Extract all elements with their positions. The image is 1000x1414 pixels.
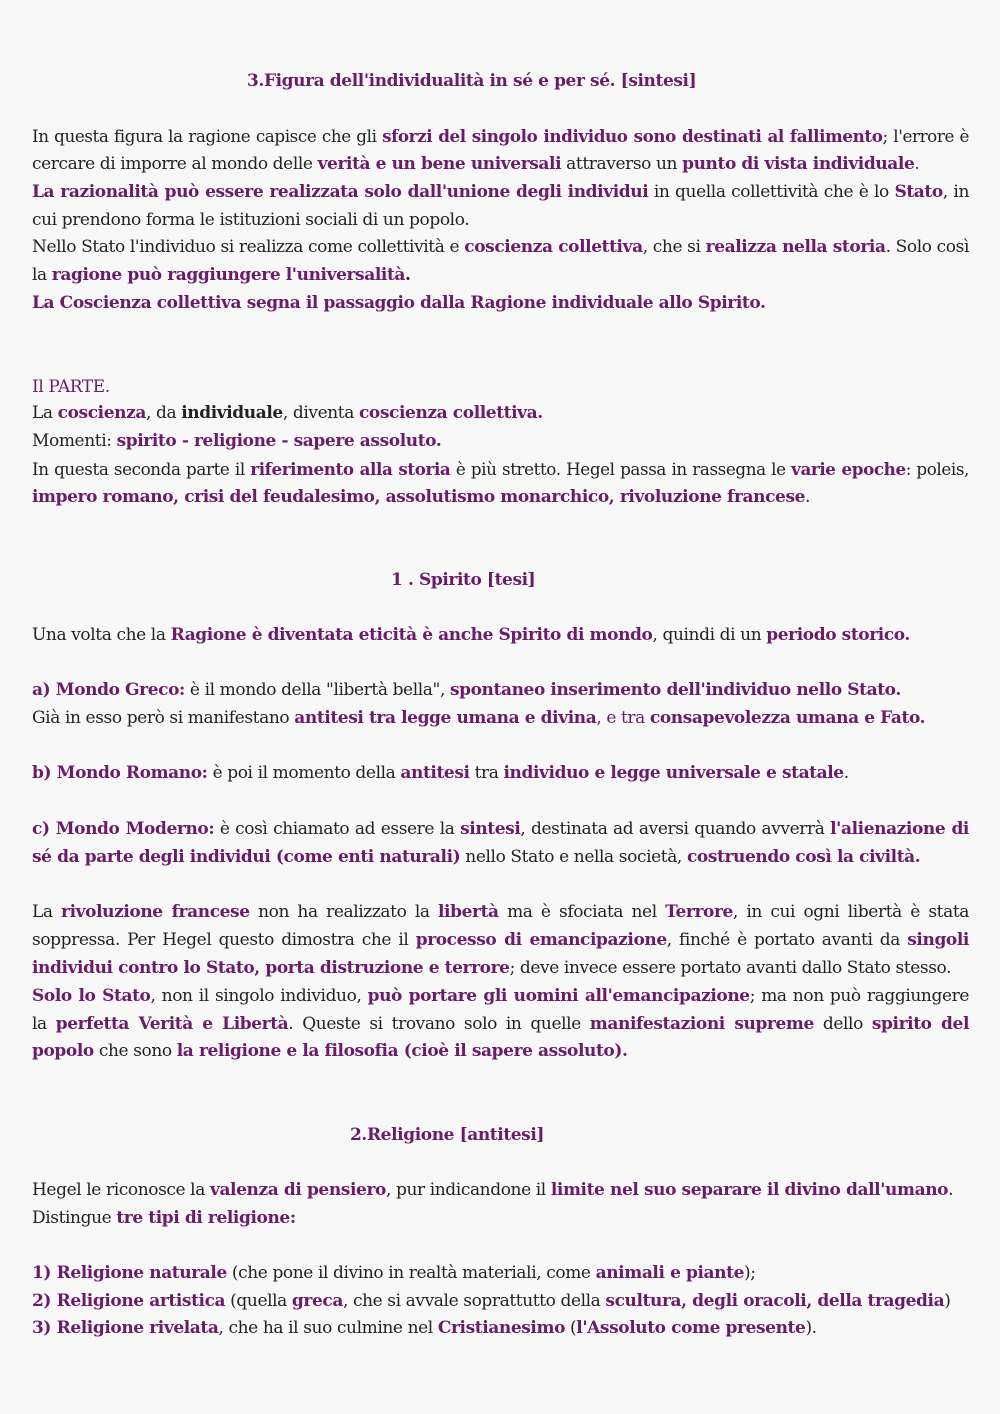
text-span: . Solo così	[885, 237, 969, 257]
text-span: Solo lo Stato	[32, 986, 151, 1006]
text-span: Il PARTE.	[32, 377, 110, 397]
text-span: );	[744, 1263, 756, 1283]
text-span: dello	[813, 1014, 872, 1034]
text-span: Cristianesimo	[437, 1318, 566, 1338]
text-span: antitesi	[400, 763, 470, 783]
text-span: è il mondo della "libertà bella",	[184, 680, 450, 700]
text-span: realizza nella storia	[705, 237, 886, 257]
text-span: )	[944, 1291, 951, 1311]
text-span: antitesi tra legge umana e divina	[294, 708, 597, 728]
text-span: .	[805, 487, 811, 507]
text-span: animali e piante	[595, 1263, 744, 1283]
text-span: popolo	[32, 1041, 94, 1061]
section-heading-spirito	[391, 569, 535, 591]
text-span: è poi il momento della	[207, 763, 401, 783]
paragraph-line	[32, 430, 441, 452]
text-span: cui prendono forma le istituzioni sociali di un popolo.	[32, 210, 470, 230]
text-span: 2.Religione [antitesi]	[350, 1125, 545, 1145]
paragraph-line	[32, 181, 969, 203]
text-span: , e tra	[596, 708, 650, 728]
paragraph-line	[32, 985, 969, 1007]
text-span: (	[565, 1318, 577, 1338]
text-span: La	[32, 902, 62, 922]
text-span: individui contro lo Stato, porta distruzione e terrore	[32, 958, 510, 978]
text-span: processo di emancipazione	[415, 930, 667, 950]
text-span: La	[32, 403, 58, 423]
list-item-religione-artistica	[32, 1290, 950, 1312]
list-item-mondo-romano	[32, 762, 849, 784]
paragraph-line	[32, 1179, 953, 1201]
text-span: che sono	[93, 1041, 177, 1061]
text-span: valenza di pensiero	[209, 1180, 386, 1200]
text-span: . Queste si trovano solo in quelle	[288, 1014, 590, 1034]
part-title	[32, 376, 110, 398]
text-span: : poleis,	[905, 459, 969, 479]
text-span: periodo storico.	[766, 625, 910, 645]
text-span: b) Mondo Romano:	[32, 763, 208, 783]
paragraph-line	[32, 458, 969, 480]
text-span: .	[843, 763, 849, 783]
text-span: non ha realizzato la	[249, 902, 438, 922]
section-heading-individualita	[247, 70, 696, 92]
text-span: , diventa	[282, 403, 359, 423]
paragraph-line	[32, 624, 910, 646]
text-span: in quella collettività che è lo	[648, 182, 895, 202]
text-span: , finché è portato avanti da	[666, 930, 908, 950]
text-span: coscienza collettiva.	[358, 403, 543, 423]
text-span: riferimento alla storia	[250, 459, 451, 479]
text-span: sé da parte degli individui (come enti naturali)	[32, 847, 461, 867]
text-span: nello Stato e nella società,	[460, 847, 687, 867]
text-span: verità e un bene universali	[317, 154, 562, 174]
text-span: , in	[942, 182, 969, 202]
text-span: tra	[469, 763, 504, 783]
text-span: Terrore	[665, 902, 733, 922]
text-span: Nello Stato l'individuo si realizza come collettività e	[32, 237, 465, 257]
text-span: ).	[805, 1318, 817, 1338]
text-span: libertà	[438, 902, 499, 922]
text-span: è più stretto. Hegel passa in rassegna le	[450, 459, 792, 479]
paragraph-line	[32, 1040, 628, 1062]
text-span: sforzi del singolo individuo sono destinati al fallimento	[382, 126, 883, 146]
text-span: l'alienazione di	[830, 819, 969, 839]
text-span: scultura, degli oracoli, della tragedia	[605, 1291, 945, 1311]
paragraph-line	[32, 153, 919, 175]
text-span: ; deve invece essere portato avanti dallo Stato stesso.	[509, 958, 952, 978]
text-span: sintesi	[460, 819, 521, 839]
text-span: coscienza collettiva	[464, 237, 643, 257]
text-span: , che ha il suo culmine nel	[218, 1318, 438, 1338]
text-span: l'Assoluto come presente	[576, 1318, 806, 1338]
paragraph-line	[32, 901, 969, 923]
paragraph-line	[32, 929, 969, 951]
section-heading-religione	[350, 1124, 544, 1146]
text-span: rivoluzione francese	[61, 902, 250, 922]
text-span: In questa seconda parte il	[32, 459, 251, 479]
text-span: a) Mondo Greco:	[32, 680, 185, 700]
text-span: Hegel le riconosce la	[32, 1180, 210, 1200]
paragraph-line	[32, 292, 766, 314]
text-span: la	[32, 265, 52, 285]
paragraph-line	[32, 209, 469, 231]
list-item-religione-naturale	[32, 1262, 756, 1284]
text-span: varie epoche	[791, 459, 906, 479]
text-span: spirito - religione - sapere assoluto.	[116, 431, 442, 451]
text-span: , che si	[642, 237, 706, 257]
text-span: ; l'errore è	[882, 126, 970, 146]
text-span: (che pone il divino in realtà materiali, come	[226, 1263, 596, 1283]
paragraph-line	[32, 846, 920, 868]
text-span: , pur indicandone il	[385, 1180, 551, 1200]
text-span: impero romano, crisi del feudalesimo, assolutismo monarchico, rivoluzione francese	[32, 487, 806, 507]
text-span: La Coscienza collettiva segna il passaggio dalla Ragione individuale allo Spirito.	[32, 293, 766, 313]
text-span: In questa figura la ragione capisce che gli	[32, 126, 383, 146]
text-span: costruendo così la civiltà.	[686, 847, 921, 867]
text-span: perfetta Verità e Libertà	[55, 1014, 289, 1034]
text-span: Ragione è diventata eticità è anche Spirito di mondo	[170, 625, 653, 645]
text-span: 1) Religione naturale	[32, 1263, 227, 1283]
paragraph-line	[32, 707, 925, 729]
text-span: può portare gli uomini all'emancipazione	[367, 986, 750, 1006]
text-span: punto di vista individuale	[682, 154, 915, 174]
text-span: Momenti:	[32, 431, 117, 451]
text-span: , destinata ad aversi quando avverrà	[520, 819, 831, 839]
text-span: Una volta che la	[32, 625, 171, 645]
text-span: limite nel suo separare il divino dall'umano	[550, 1180, 949, 1200]
text-span: .	[914, 154, 920, 174]
text-span: ma è sfociata nel	[498, 902, 666, 922]
text-span: tre tipi di religione:	[116, 1208, 296, 1228]
paragraph-line	[32, 1207, 296, 1229]
text-span: coscienza	[57, 403, 146, 423]
list-item-mondo-greco	[32, 679, 901, 701]
text-span: , quindi di un	[652, 625, 767, 645]
paragraph-line	[32, 486, 810, 508]
text-span: 3) Religione rivelata	[32, 1318, 219, 1338]
text-span: soppressa. Per Hegel questo dimostra che il	[32, 930, 416, 950]
text-span: consapevolezza umana e Fato.	[649, 708, 926, 728]
text-span: individuo e legge universale e statale	[503, 763, 844, 783]
paragraph-line	[32, 1013, 969, 1035]
paragraph-line	[32, 957, 951, 979]
text-span: Già in esso però si manifestano	[32, 708, 295, 728]
text-span: , non il singolo individuo,	[150, 986, 368, 1006]
text-span: cercare di imporre al mondo delle	[32, 154, 318, 174]
text-span: manifestazioni supreme	[589, 1014, 814, 1034]
text-span: c) Mondo Moderno:	[32, 819, 215, 839]
text-span: 2) Religione artistica	[32, 1291, 226, 1311]
text-span: la religione e la filosofia (cioè il sapere assoluto).	[176, 1041, 628, 1061]
text-span: attraverso un	[561, 154, 683, 174]
list-item-mondo-moderno	[32, 818, 969, 840]
text-span: individuale	[181, 403, 283, 423]
text-span: .	[405, 265, 411, 285]
text-span: ragione può raggiungere l'universalità	[51, 265, 406, 285]
text-span: , che si avvale soprattutto della	[342, 1291, 606, 1311]
text-span: Stato	[894, 182, 943, 202]
text-span: La razionalità può essere realizzata solo dall'unione degli individui	[32, 182, 649, 202]
text-span: , da	[145, 403, 182, 423]
text-span: 3.Figura dell'individualità in sé e per sé. [sintesi]	[247, 71, 697, 91]
text-span: è così chiamato ad essere la	[214, 819, 461, 839]
text-span: spirito del	[871, 1014, 970, 1034]
text-span: ; ma non può raggiungere	[749, 986, 970, 1006]
text-span: .	[948, 1180, 954, 1200]
text-span: (quella	[225, 1291, 292, 1311]
text-span: , in cui ogni libertà è stata	[732, 902, 969, 922]
text-span: 1 . Spirito [tesi]	[391, 570, 536, 590]
paragraph-line	[32, 236, 969, 258]
text-span: spontaneo inserimento dell'individuo nello Stato.	[449, 680, 901, 700]
text-span: greca	[291, 1291, 343, 1311]
paragraph-line	[32, 402, 543, 424]
paragraph-line	[32, 125, 969, 147]
paragraph-line	[32, 264, 411, 286]
list-item-religione-rivelata	[32, 1317, 817, 1339]
text-span: Distingue	[32, 1208, 117, 1228]
text-span: la	[32, 1014, 56, 1034]
text-span: singoli	[907, 930, 969, 950]
